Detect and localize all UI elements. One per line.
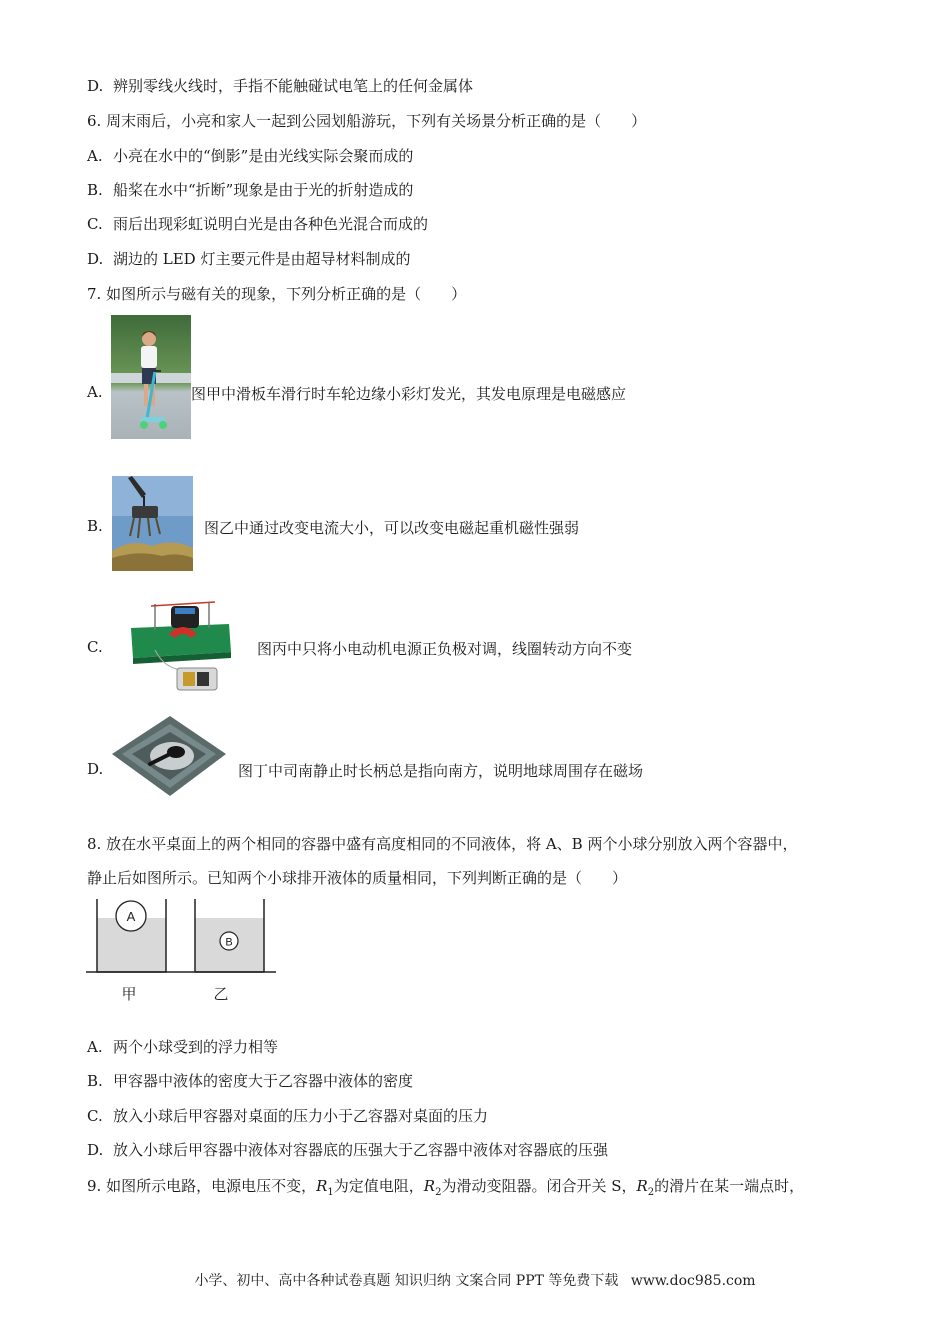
label-yi: 乙 xyxy=(213,985,229,1003)
option-text: 小亮在水中的“倒影”是由光线实际会聚而成的 xyxy=(113,147,414,165)
q6-option-c xyxy=(87,214,428,234)
q6-option-d xyxy=(87,249,410,269)
motor-photo xyxy=(125,590,235,696)
option-letter: B. xyxy=(87,181,103,199)
option-text: 辨别零线火线时，手指不能触碰试电笔上的任何金属体 xyxy=(113,77,474,95)
q8-stem-line1: 8. 放在水平桌面上的两个相同的容器中盛有高度相同的不同液体，将 A、B 两个小球分别放入两个容器中， xyxy=(87,835,798,853)
q5-option-d xyxy=(87,76,473,96)
option-letter: D. xyxy=(87,250,104,268)
option-letter: B. xyxy=(87,1072,103,1090)
q7-option-a-text: 图甲中滑板车滑行时车轮边缘小彩灯发光，其发电原理是电磁感应 xyxy=(191,385,627,403)
r2-symbol-2: R xyxy=(636,1177,648,1195)
sinan-photo xyxy=(110,714,228,798)
containers-figure xyxy=(86,896,278,1008)
q7-option-a-letter: A. xyxy=(87,383,103,401)
q9-stem xyxy=(87,1176,804,1203)
option-text: 两个小球受到的浮力相等 xyxy=(113,1038,279,1056)
sinan-illustration xyxy=(110,714,228,798)
q7-option-c-letter: C. xyxy=(87,638,103,656)
crane-illustration xyxy=(112,476,193,571)
r2-subscript-2: 2 xyxy=(647,1187,655,1198)
q8-option-c xyxy=(87,1106,488,1126)
containers-diagram xyxy=(86,896,278,1008)
footer-text: 小学、初中、高中各种试卷真题 知识归纳 文案合同 PPT 等免费下载 xyxy=(194,1273,619,1289)
q7-option-b-text: 图乙中通过改变电流大小，可以改变电磁起重机磁性强弱 xyxy=(204,519,580,537)
q8-option-d xyxy=(87,1140,608,1160)
q9-part3: 为滑动变阻器。闭合开关 S， xyxy=(441,1177,637,1195)
q7-option-d-text: 图丁中司南静止时长柄总是指向南方，说明地球周围存在磁场 xyxy=(238,762,644,780)
scooter-illustration xyxy=(111,315,191,439)
option-text: 湖边的 LED 灯主要元件是由超导材料制成的 xyxy=(113,250,411,268)
r1-symbol: R xyxy=(316,1177,328,1195)
page-footer xyxy=(0,1270,950,1290)
r2-symbol: R xyxy=(423,1177,436,1195)
q9-part2: 为定值电阻， xyxy=(333,1177,424,1195)
footer-link[interactable]: www.doc985.com xyxy=(630,1273,756,1289)
option-text: 放入小球后甲容器中液体对容器底的压强大于乙容器中液体对容器底的压强 xyxy=(113,1141,609,1159)
q6-option-b xyxy=(87,180,413,200)
option-letter: C. xyxy=(87,215,103,233)
option-letter: A. xyxy=(87,147,103,165)
option-letter: C. xyxy=(87,1107,103,1125)
motor-illustration xyxy=(125,590,235,696)
r2-subscript: 2 xyxy=(435,1187,442,1198)
option-letter: A. xyxy=(87,1038,103,1056)
option-letter: D. xyxy=(87,77,104,95)
scooter-photo xyxy=(111,315,191,439)
option-text: 雨后出现彩虹说明白光是由各种色光混合而成的 xyxy=(113,215,429,233)
label-jia: 甲 xyxy=(121,985,137,1003)
q6-stem: 6. 周末雨后，小亮和家人一起到公园划船游玩，下列有关场景分析正确的是（ ） xyxy=(87,112,647,130)
ball-a-label: A xyxy=(126,909,136,924)
option-text: 甲容器中液体的密度大于乙容器中液体的密度 xyxy=(113,1072,414,1090)
r1-subscript: 1 xyxy=(327,1187,334,1198)
q6-option-a xyxy=(87,146,413,166)
q7-option-b-letter: B. xyxy=(87,517,103,535)
crane-photo xyxy=(112,476,193,571)
q7-option-d-letter: D. xyxy=(87,760,104,778)
q9-part1: 9. 如图所示电路，电源电压不变， xyxy=(87,1177,317,1195)
q7-stem: 7. 如图所示与磁有关的现象，下列分析正确的是（ ） xyxy=(87,285,467,303)
ball-b-label: B xyxy=(225,936,233,949)
option-text: 放入小球后甲容器对桌面的压力小于乙容器对桌面的压力 xyxy=(113,1107,489,1125)
option-text: 船桨在水中“折断”现象是由于光的折射造成的 xyxy=(113,181,414,199)
q8-option-a xyxy=(87,1037,278,1057)
q8-option-b xyxy=(87,1071,413,1091)
q7-option-c-text: 图丙中只将小电动机电源正负极对调，线圈转动方向不变 xyxy=(257,640,633,658)
option-letter: D. xyxy=(87,1141,104,1159)
q9-part4: 的滑片在某一端点时， xyxy=(654,1177,805,1195)
q8-stem-line2: 静止后如图所示。已知两个小球排开液体的质量相同，下列判断正确的是（ ） xyxy=(87,869,628,887)
